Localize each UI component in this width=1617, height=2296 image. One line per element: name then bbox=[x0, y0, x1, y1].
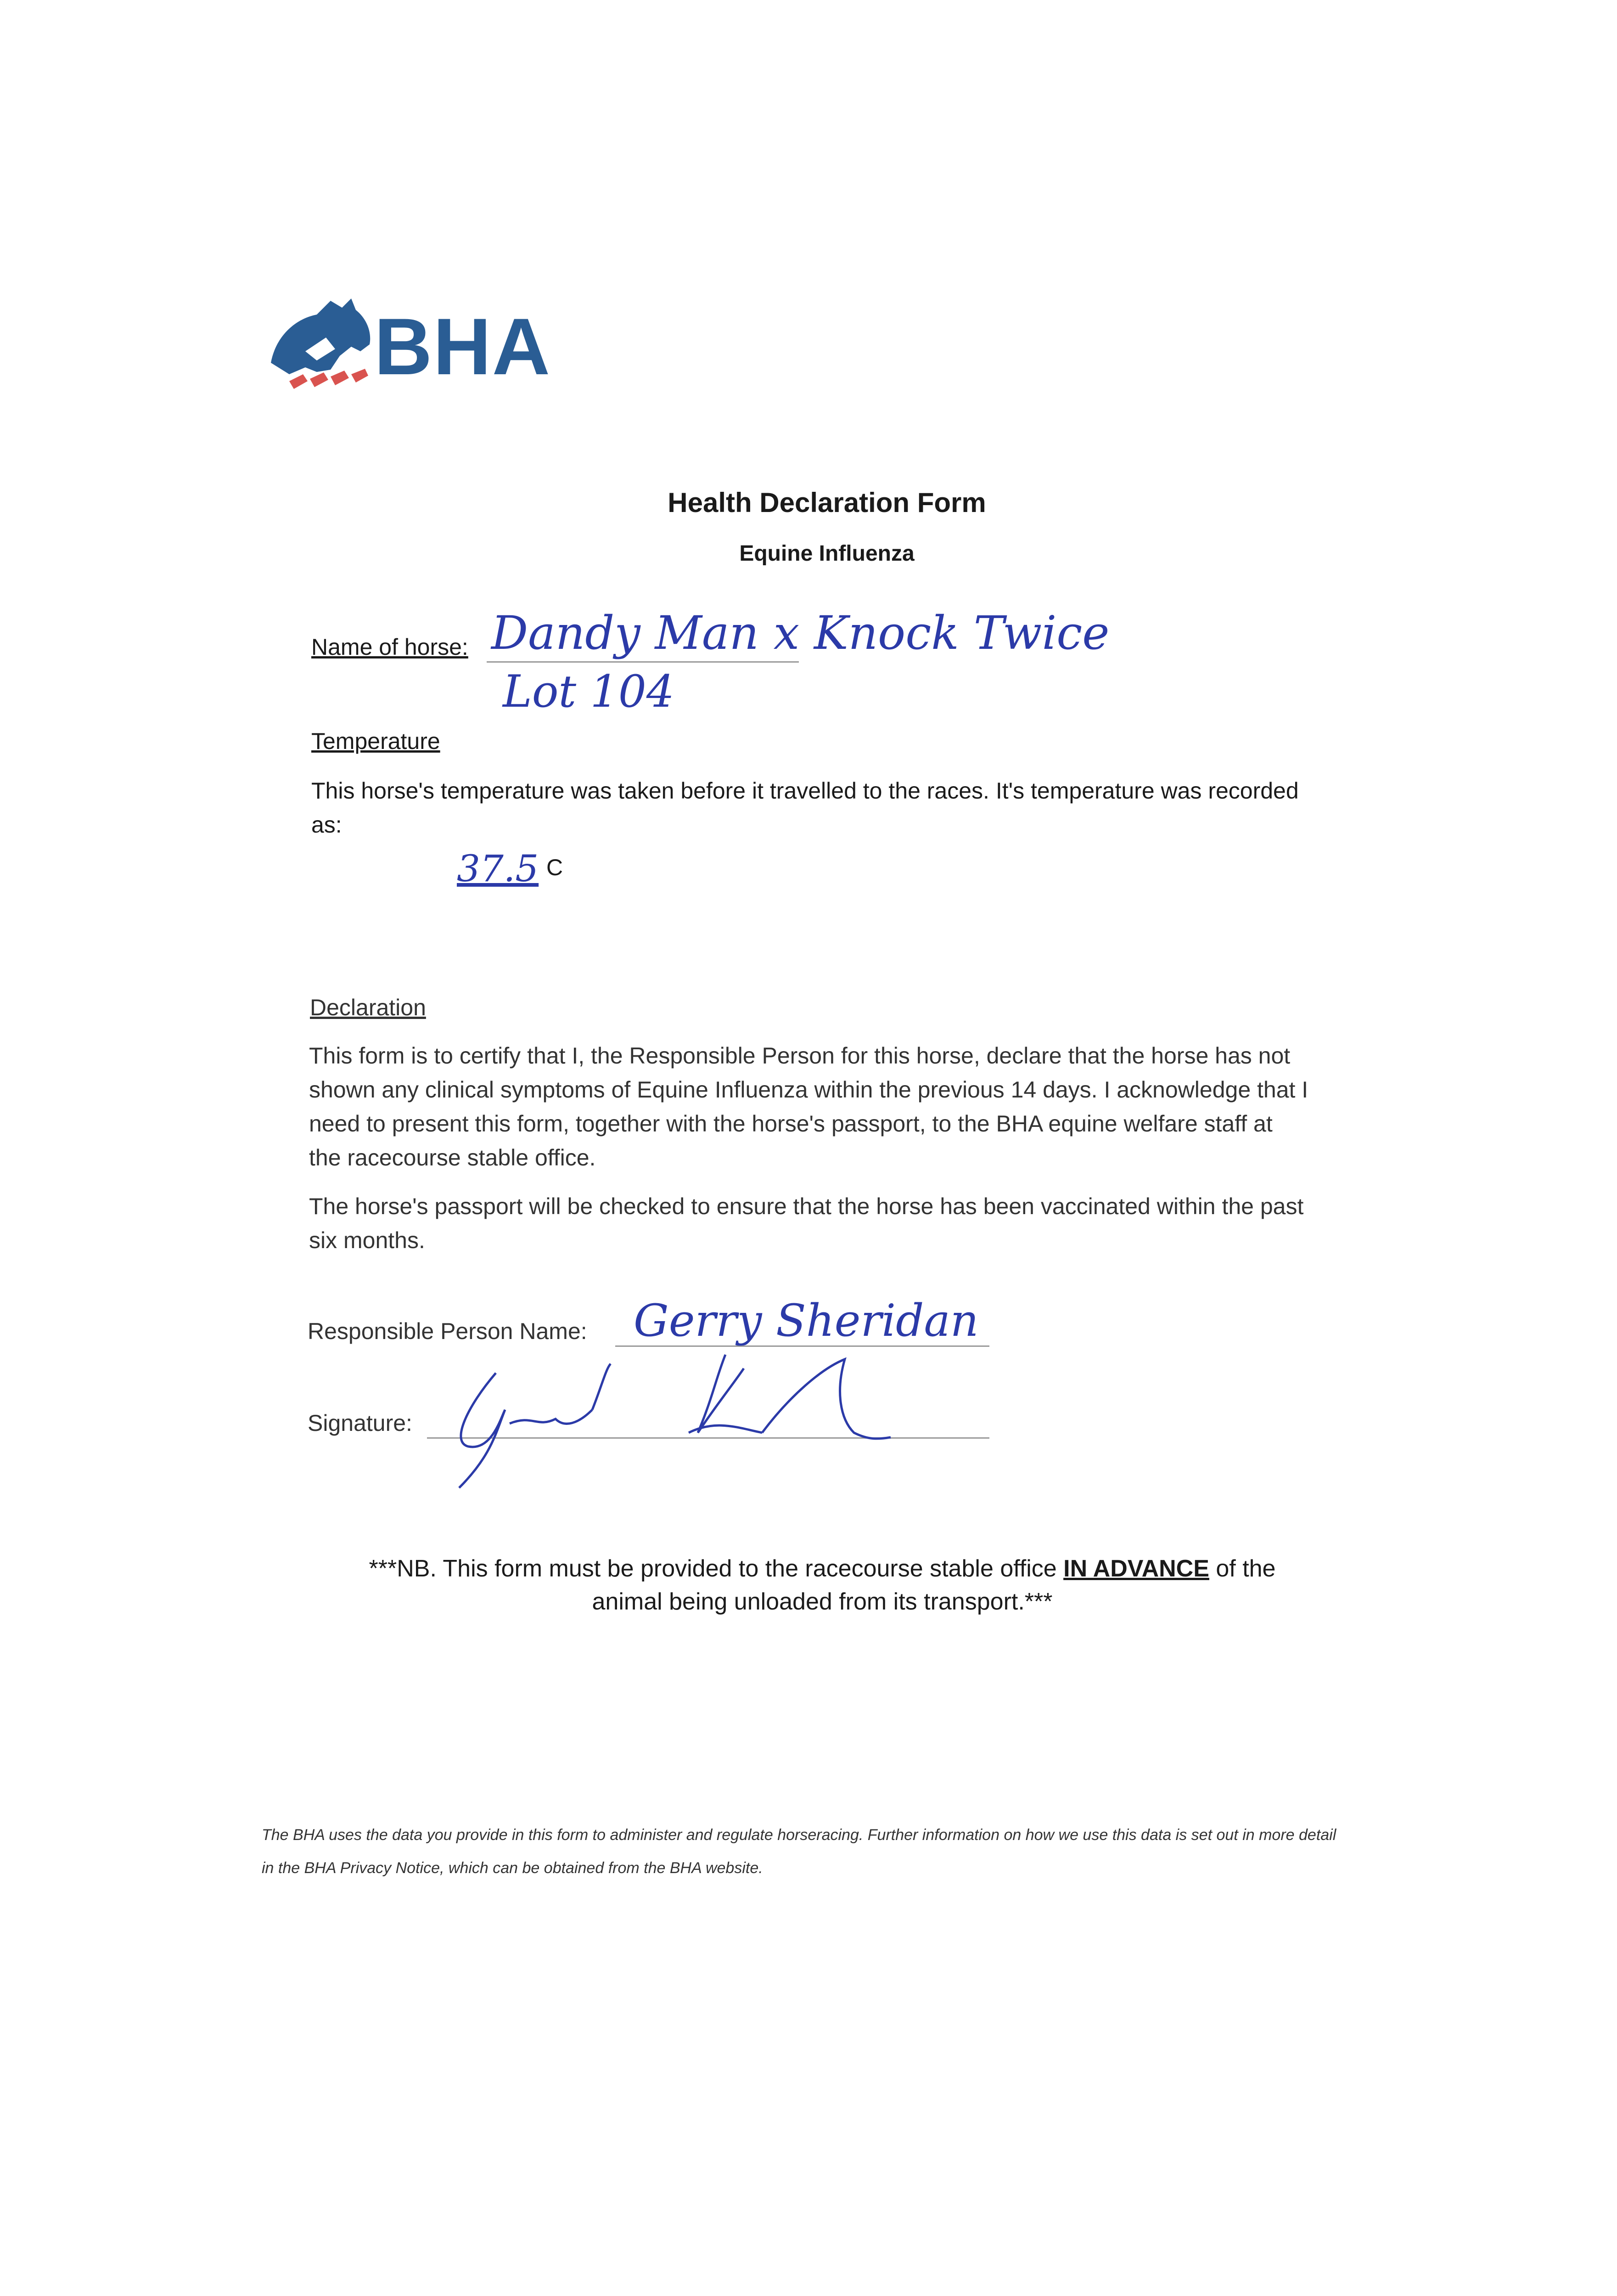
nb-line-2: animal being unloaded from its transport.*** bbox=[592, 1588, 1053, 1615]
declaration-paragraph-1: This form is to certify that I, the Responsible Person for this horse, declare that the horse has not shown any clinical symptoms of Equine Influenza within the previous 14 days. I acknowledge that I need to present this form, together with the horse's passport, to the BHA equine welfare staff at the racecourse stable office. bbox=[309, 1043, 1308, 1171]
horse-name-label: Name of horse: bbox=[311, 634, 468, 660]
form-subtitle: Equine Influenza bbox=[739, 541, 915, 566]
responsible-person-label: Responsible Person Name: bbox=[308, 1318, 587, 1344]
privacy-notice: The BHA uses the data you provide in this form to administer and regulate horseracing. Further information on how we use this data is set out in more detail in the BHA Privacy Notice, which can be obtained from the BHA website. bbox=[262, 1826, 1336, 1877]
temperature-text: This horse's temperature was taken before it travelled to the races. It's temperature was recorded as: bbox=[311, 778, 1299, 838]
nb-emphasis: IN ADVANCE bbox=[1063, 1555, 1209, 1582]
nb-line-1 bbox=[0, 1552, 1617, 1585]
declaration-heading: Declaration bbox=[310, 995, 426, 1020]
nb-suffix: of the bbox=[1216, 1555, 1276, 1582]
signature-scribble bbox=[441, 1350, 909, 1502]
temperature-unit: C bbox=[546, 855, 563, 880]
form-title: Health Declaration Form bbox=[668, 487, 986, 518]
horse-name-value: Dandy Man x Knock Twice bbox=[491, 606, 1110, 660]
logo-text: BHA bbox=[374, 302, 551, 392]
horse-name-line bbox=[487, 661, 799, 663]
responsible-person-value: Gerry Sheridan bbox=[634, 1295, 979, 1346]
signature-label: Signature: bbox=[308, 1410, 412, 1436]
nb-prefix: ***NB. This form must be provided to the racecourse stable office bbox=[369, 1555, 1057, 1582]
temperature-heading: Temperature bbox=[311, 728, 440, 754]
temperature-value: 37.5 bbox=[457, 847, 539, 890]
declaration-paragraph-2: The horse's passport will be checked to ensure that the horse has been vaccinated within the past six months. bbox=[309, 1193, 1304, 1253]
horse-lot-value: Lot 104 bbox=[503, 666, 674, 717]
